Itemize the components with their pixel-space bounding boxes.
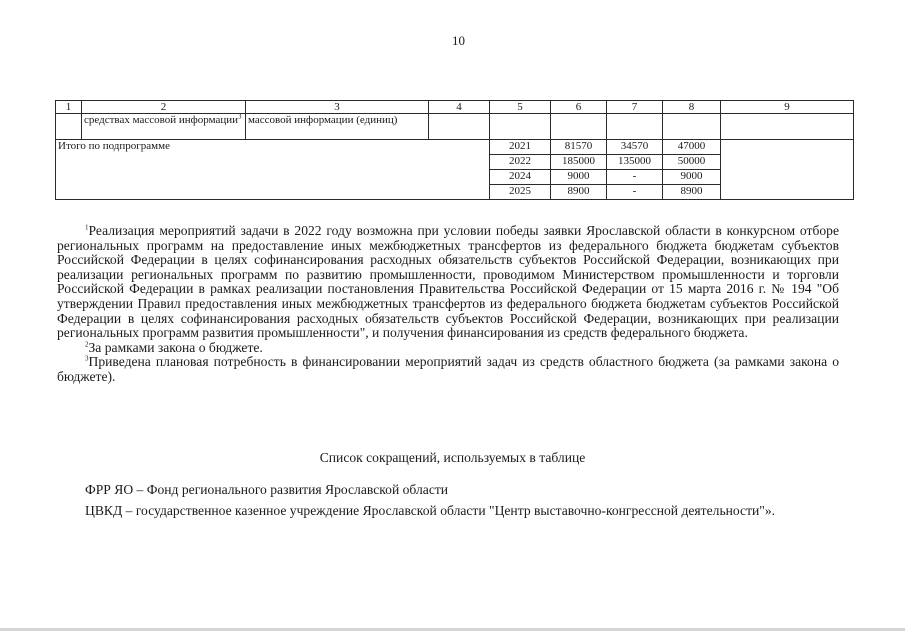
footnote-text: Реализация мероприятий задачи в 2022 году возможна при условии победы заявки Ярославской области в конкурсном отборе региональных программ на предоставление иных межбюджетных трансфертов из федерального бюджета бюджетам субъектов Российской Федерации в целях софинансирования расходных обязательств субъектов Российской Федерации, возникающих при реализации региональных программ по развитию промышленности, проводимом Министерством промышленности и торговли Российской Федерации в рамках реализации постановления Правительства Российской Федерации от 15 марта 2016 г. № 194 "Об утверждении Правил предоставления иных межбюджетных трансфертов из федерального бюджета бюджетам субъектов Российской Федерации в целях софинансирования расходных обязательств субъектов Российской Федерации, возникающих при реализации региональных программ развития промышленности", и получения финансирования из средств федерального бюджета.	[57, 223, 839, 341]
value-cell: 8900	[551, 185, 607, 200]
footnote-text: Приведена плановая потребность в финансировании мероприятий задач из средств областного бюджета (за рамками закона о бюджете).	[57, 354, 839, 384]
col-header: 8	[663, 101, 721, 114]
program-table	[55, 100, 854, 200]
col-header: 6	[551, 101, 607, 114]
total-label: Итого по подпрограмме	[56, 140, 490, 200]
value-cell: 8900	[663, 185, 721, 200]
value-cell: 135000	[607, 155, 663, 170]
col-header: 1	[56, 101, 82, 114]
scan-edge	[0, 628, 905, 631]
table-cell	[721, 140, 854, 200]
abbreviations-list	[57, 482, 839, 524]
value-cell: -	[607, 185, 663, 200]
value-cell: 9000	[663, 170, 721, 185]
col-header: 3	[246, 101, 429, 114]
footnotes	[57, 224, 839, 385]
table-row	[56, 114, 854, 140]
value-cell: 47000	[663, 140, 721, 155]
table-cell	[82, 114, 246, 140]
table-cell	[56, 114, 82, 140]
footnote	[57, 355, 839, 384]
table-cell	[721, 114, 854, 140]
footnote-number: 1	[85, 223, 89, 232]
col-header: 4	[429, 101, 490, 114]
table-cell	[551, 114, 607, 140]
footnote-number: 3	[85, 354, 89, 363]
abbreviation-item: ФРР ЯО – Фонд регионального развития Ярославской области	[85, 482, 449, 497]
cell-text: средствах массовой информации	[84, 114, 239, 126]
col-header: 5	[490, 101, 551, 114]
abbreviations-title: Список сокращений, используемых в таблице	[319, 450, 586, 465]
footnote	[57, 224, 839, 341]
total-row	[56, 140, 854, 155]
table-header-row	[56, 101, 854, 114]
footnote	[57, 341, 839, 356]
value-cell: 185000	[551, 155, 607, 170]
year-cell: 2024	[490, 170, 551, 185]
year-cell: 2025	[490, 185, 551, 200]
value-cell: 50000	[663, 155, 721, 170]
value-cell: 9000	[551, 170, 607, 185]
table-cell	[607, 114, 663, 140]
value-cell: 81570	[551, 140, 607, 155]
col-header: 9	[721, 101, 854, 114]
col-header: 2	[82, 101, 246, 114]
value-cell: 34570	[607, 140, 663, 155]
footnote-text: За рамками закона о бюджете.	[88, 339, 263, 355]
year-cell: 2021	[490, 140, 551, 155]
table-cell	[663, 114, 721, 140]
abbreviation-item: ЦВКД – государственное казенное учреждение Ярославской области "Центр выставочно-конгрессной деятельности"».	[85, 503, 776, 518]
col-header: 7	[607, 101, 663, 114]
year-cell: 2022	[490, 155, 551, 170]
table-cell	[429, 114, 490, 140]
value-cell: -	[607, 170, 663, 185]
table-cell: массовой информации (единиц)	[246, 114, 429, 140]
footnote-number: 2	[85, 340, 89, 349]
table-cell	[490, 114, 551, 140]
page-number: 10	[452, 33, 465, 48]
footnote-ref: 3	[238, 112, 242, 121]
